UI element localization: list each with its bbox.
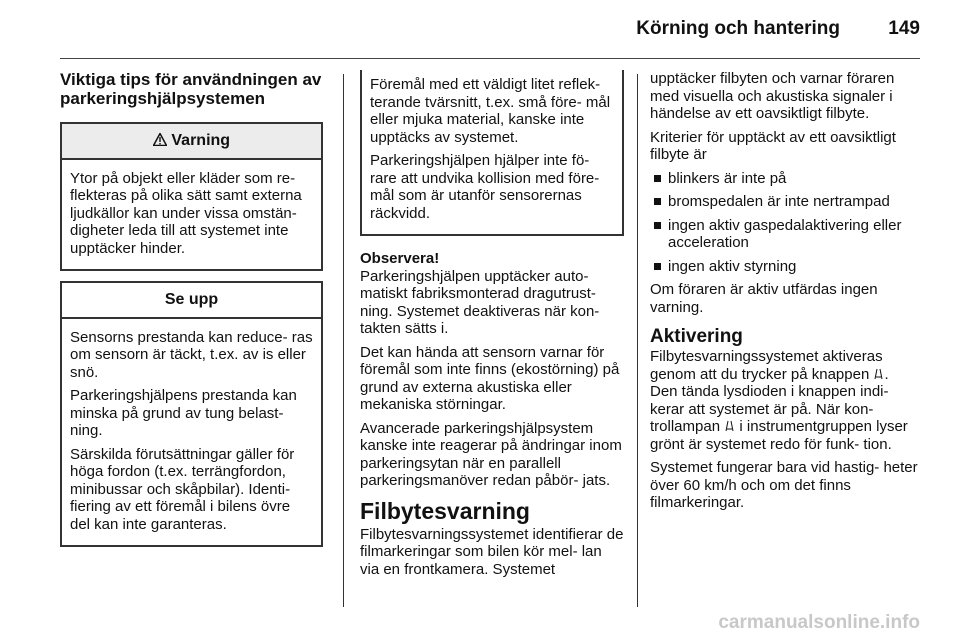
intro-text: upptäcker filbyten och varnar föraren med visuella och akustiska signaler i händelse av ett oavsiktligt filbyte. (650, 70, 895, 122)
caution-box-continued (360, 70, 624, 236)
list-item: blinkers är inte på (650, 170, 920, 188)
criteria-intro: Kriterier för upptäckt av ett oavsiktligt filbyte är (650, 128, 896, 163)
activation-text: Filbytesvarningssystemet aktiveras genom att du trycker på knappen . Den tända lysdioden i knappen indi- kerar att systemet är på. När kon- trollampan i instrumentgruppen lyser grönt är systemet redo för funk- tion. (650, 348, 908, 453)
page-header (0, 0, 960, 60)
page-number: 149 (888, 18, 920, 39)
tips-heading: Viktiga tips för användningen av parkeringshjälpsystemen (60, 70, 322, 108)
caution-box (60, 281, 323, 547)
activation-heading: Aktivering (650, 326, 743, 347)
column-2 (360, 70, 624, 584)
criteria-outro: Om föraren är aktiv utfärdas ingen varning. (650, 281, 878, 316)
chapter-title: Körning och hantering (636, 18, 840, 39)
list-item: ingen aktiv gaspedalaktivering eller acceleration (650, 217, 920, 252)
warning-triangle-icon (153, 132, 171, 149)
warning-text: Ytor på objekt eller kläder som re- flekteras på olika sätt samt externa ljudkällor kan under vissa omstän- digheter leda till att systemet inte upptäcker hinder. (70, 169, 302, 257)
caution-paragraph: Parkeringshjälpens prestanda kan minska på grund av tung belast- ning. (70, 387, 297, 439)
caution-paragraph: Parkeringshjälpen hjälper inte fö- rare att undvika kollision med före- mål som är utanför sensorernas räckvidd. (370, 152, 600, 222)
lane-departure-icon (724, 418, 735, 436)
caution-header: Se upp (62, 283, 321, 319)
header-rule (60, 58, 920, 59)
note-paragraph: Det kan hända att sensorn varnar för föremål som inte finns (ekostörning) på grund av externa akustiska eller mekaniska störningar. (360, 343, 620, 413)
watermark: carmanualsonline.info (718, 612, 920, 633)
list-item: bromspedalen är inte nertrampad (650, 193, 920, 211)
note-label: Observera! (360, 250, 440, 267)
note-paragraph: Avancerade parkeringshjälpsystem kanske inte reagerar på ändringar inom parkeringsytan när en parallell parkeringsmanöver redan påbör- jats. (360, 419, 622, 489)
column-1 (60, 70, 323, 547)
criteria-list (650, 170, 920, 276)
column-divider-2 (637, 74, 638, 607)
warning-box (60, 122, 323, 271)
column-divider-1 (343, 74, 344, 607)
note-block (360, 250, 624, 490)
caution-paragraph: Särskilda förutsättningar gäller för höga fordon (t.ex. terrängfordon, minibussar och skåpbilar). Identi- fiering av ett föremål i bilens övre del kan inte garanteras. (70, 445, 295, 533)
column-3 (650, 70, 920, 518)
caution-paragraph: Föremål med ett väldigt litet reflek- terande tvärsnitt, t.ex. små före- mål eller mjuka material, kanske inte upptäcks av systemet. (370, 76, 611, 146)
list-item: ingen aktiv styrning (650, 258, 920, 276)
speed-note: Systemet fungerar bara vid hastig- heter över 60 km/h och om det finns filmarkeringar. (650, 459, 918, 511)
section-heading: Filbytesvarning (360, 497, 530, 524)
warning-label: Varning (171, 132, 231, 149)
section-text: Filbytesvarningssystemet identifierar de filmarkeringar som bilen kör mel- lan via en frontkamera. Systemet (360, 525, 624, 578)
lane-departure-icon (873, 366, 884, 384)
warning-header (62, 124, 321, 160)
caution-paragraph: Sensorns prestanda kan reduce- ras om sensorn är täckt, t.ex. av is eller snö. (70, 328, 313, 381)
note-paragraph: Parkeringshjälpen upptäcker auto- matiskt fabriksmonterad dragutrust- ning. Systemet deaktiveras när kon- takten sätts i. (360, 267, 600, 337)
